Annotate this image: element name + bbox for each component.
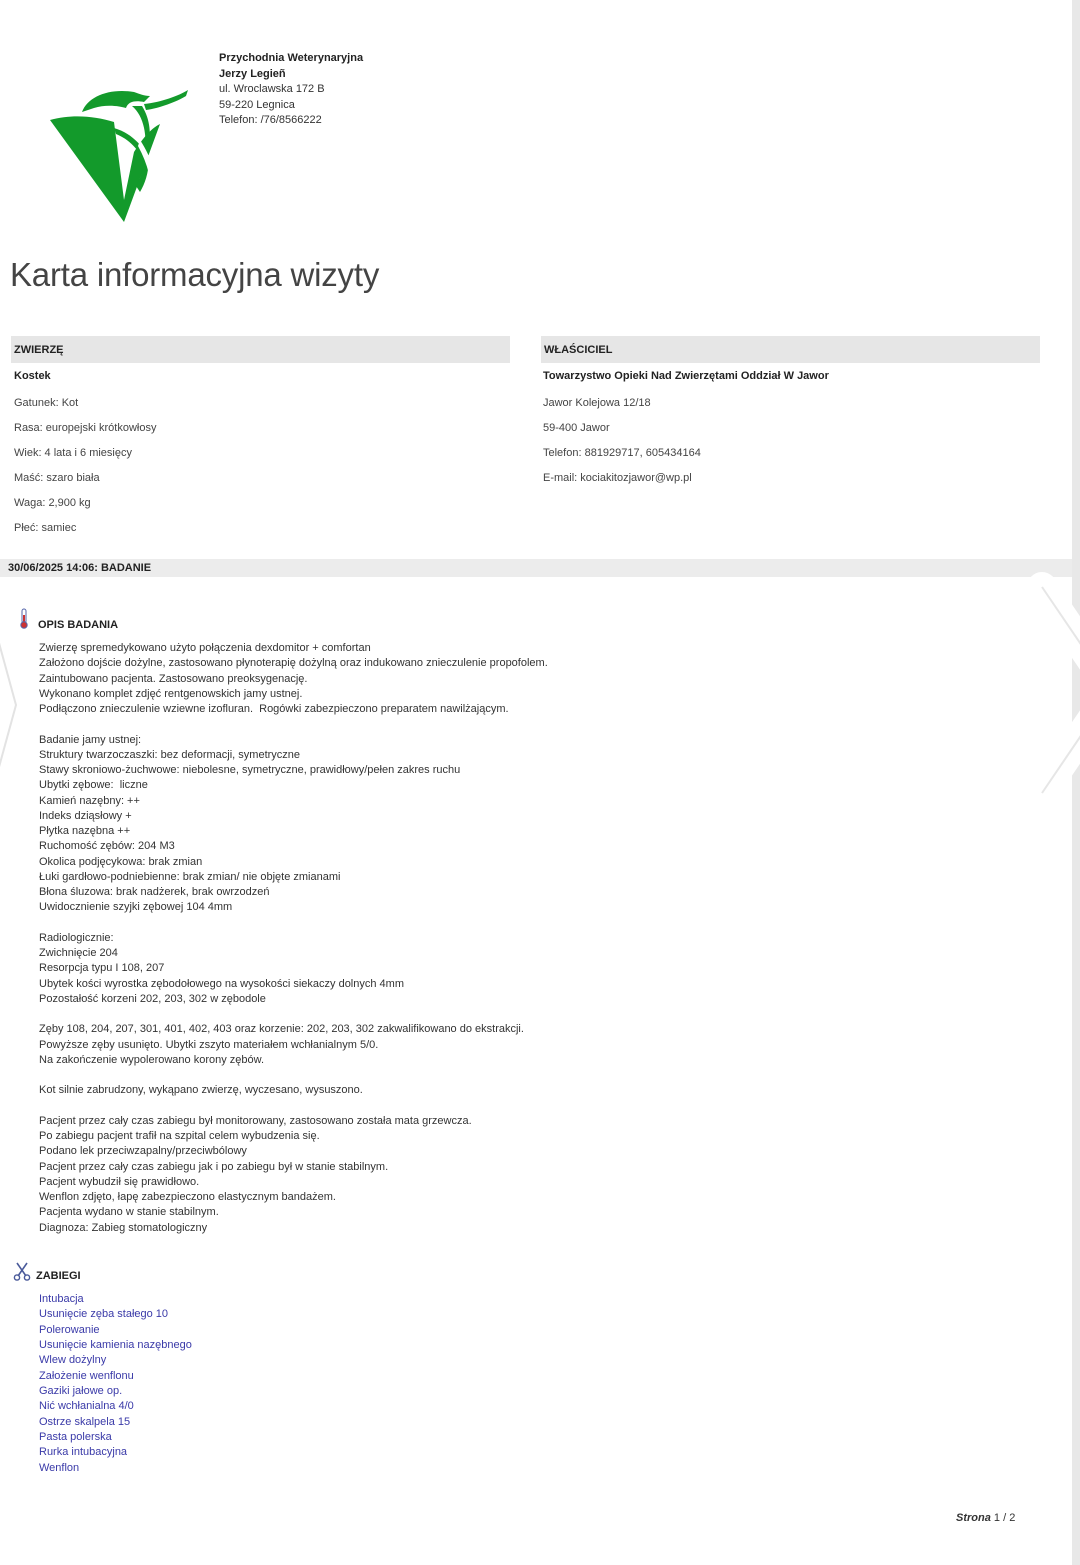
next-page-button[interactable] [1020, 565, 1080, 815]
procedure-item: Gaziki jałowe op. [39, 1385, 123, 1398]
examination-line: Indeks dziąsłowy + [39, 809, 132, 822]
clinic-name: Przychodnia Weterynaryjna [219, 52, 364, 64]
clinic-city: 59-220 Legnica [219, 98, 295, 111]
document-title: Karta informacyjna wizyty [10, 256, 380, 293]
clinic-logo [48, 82, 198, 227]
examination-line: Błona śluzowa: brak nadżerek, brak owrzodzeń [39, 886, 270, 898]
examination-description [39, 641, 548, 1236]
animal-breed: Rasa: europejski krótkowłosy [14, 422, 157, 434]
examination-line: Zęby 108, 204, 207, 301, 401, 402, 403 oraz korzenie: 202, 203, 302 zakwalifikowano do ekstrakcji. [39, 1023, 524, 1036]
procedure-item: Usunięcie zęba stałego 10 [39, 1308, 169, 1321]
procedure-item: Rurka intubacyjna [39, 1446, 128, 1459]
procedure-item: Ostrze skalpela 15 [39, 1415, 131, 1428]
examination-line: Ruchomość zębów: 204 M3 [39, 840, 175, 853]
page-indicator [956, 1512, 1015, 1524]
examination-line [39, 717, 548, 732]
page-total: / 2 [1003, 1512, 1016, 1524]
procedures-title: ZABIEGI [36, 1270, 81, 1282]
examination-line [39, 1007, 548, 1022]
examination-line: Diagnoza: Zabieg stomatologiczny [39, 1221, 208, 1234]
examination-line: Powyższe zęby usunięto. Ubytki zszyto materiałem wchłanialnym 5/0. [39, 1038, 379, 1051]
examination-line [39, 916, 548, 931]
examination-line: Ubytek kości wyrostka zębodołowego na wysokości siekaczy dolnych 4mm [39, 977, 404, 990]
examination-line: Podano lek przeciwzapalny/przeciwbólowy [39, 1145, 247, 1158]
examination-line [39, 1099, 548, 1114]
examination-line: Pozostałość korzeni 202, 203, 302 w zębodole [39, 992, 266, 1005]
examination-line: Kot silnie zabrudzony, wykąpano zwierzę, wyczesano, wysuszono. [39, 1084, 363, 1097]
examination-line: Radiologicznie: [39, 931, 114, 944]
animal-sex: Płeć: samiec [14, 522, 77, 534]
examination-title: OPIS BADANIA [38, 619, 119, 631]
procedure-item: Wlew dożylny [39, 1354, 107, 1367]
examination-line: Pacjent przez cały czas zabiegu był monitorowany, zastosowano została mata grzewcza. [39, 1114, 472, 1127]
examination-line: Założono dojście dożylne, zastosowano płynoterapię dożylną oraz indukowano znieczulenie propofolem. [39, 657, 548, 670]
clinic-info [219, 51, 363, 129]
examination-line: Łuki gardłowo-podniebienne: brak zmian/ nie objęte zmianami [39, 870, 341, 883]
examination-line: Pacjent przez cały czas zabiegu jak i po zabiegu był w stanie stabilnym. [39, 1160, 389, 1173]
examination-line: Zaintubowano pacjenta. Zastosowano preoksygenację. [39, 672, 308, 685]
owner-phone: Telefon: 881929717, 605434164 [543, 447, 701, 459]
examination-line: Resorpcja typu I 108, 207 [39, 962, 165, 975]
page-current: 1 [993, 1512, 1001, 1524]
examination-line: Uwidocznienie szyjki zębowej 104 4mm [39, 901, 233, 914]
examination-line [39, 1068, 548, 1083]
animal-name: Kostek [14, 370, 51, 382]
animal-species: Gatunek: Kot [14, 397, 79, 409]
page-label: Strona [956, 1512, 991, 1524]
examination-line: Po zabiegu pacjent trafił na szpital celem wybudzenia się. [39, 1130, 320, 1142]
animal-weight: Waga: 2,900 kg [14, 497, 91, 509]
examination-line: Płytka nazębna ++ [39, 825, 131, 837]
owner-header: WŁAŚCICIEL [541, 336, 1040, 363]
examination-line: Zwichnięcie 204 [39, 947, 118, 959]
owner-city: 59-400 Jawor [543, 422, 610, 434]
scissors-icon [12, 1261, 32, 1281]
examination-line: Podłączono znieczulenie wziewne izofluran. Rogówki zabezpieczono preparatem nawilżającym. [39, 703, 509, 715]
examination-line: Badanie jamy ustnej: [39, 733, 142, 746]
examination-line: Stawy skroniowo-żuchwowe: niebolesne, symetryczne, prawidłowy/pełen zakres ruchu [39, 764, 461, 776]
clinic-owner: Jerzy Legieñ [219, 67, 286, 80]
clinic-phone: Telefon: /76/8566222 [219, 114, 322, 126]
examination-line: Pacjenta wydano w stanie stabilnym. [39, 1206, 219, 1219]
examination-line: Okolica podjęcykowa: brak zmian [39, 855, 203, 868]
examination-line: Pacjent wybudził się prawidłowo. [39, 1175, 200, 1188]
procedure-item: Wenflon [39, 1461, 80, 1474]
animal-color: Maść: szaro biała [14, 472, 100, 484]
owner-address: Jawor Kolejowa 12/18 [543, 397, 651, 409]
procedure-item: Polerowanie [39, 1323, 100, 1336]
owner-email: E-mail: kociakitozjawor@wp.pl [543, 472, 692, 484]
procedure-item: Usunięcie kamienia nazębnego [39, 1339, 192, 1352]
examination-line: Wenflon zdjęto, łapę zabezpieczono elastycznym bandażem. [39, 1191, 336, 1203]
examination-line: Struktury twarzoczaszki: bez deformacji, symetryczne [39, 748, 301, 761]
examination-line: Wykonano komplet zdjęć rentgenowskich jamy ustnej. [39, 687, 303, 700]
animal-header: ZWIERZĘ [11, 336, 510, 363]
procedure-item: Intubacja [39, 1293, 84, 1305]
examination-line: Zwierzę spremedykowano użyto połączenia dexdomitor + comfortan [39, 642, 371, 654]
examination-line: Ubytki zębowe: liczne [39, 779, 148, 792]
clinic-street: ul. Wroclawska 172 B [219, 83, 325, 95]
procedure-item: Pasta polerska [39, 1431, 112, 1444]
examination-line: Na zakończenie wypolerowano korony zębów. [39, 1053, 265, 1066]
thermometer-icon [18, 608, 30, 630]
visit-header: 30/06/2025 14:06: BADANIE [0, 559, 1072, 577]
examination-line: Kamień nazębny: ++ [39, 794, 140, 807]
procedure-item: Założenie wenflonu [39, 1369, 134, 1382]
procedures-list [39, 1292, 192, 1476]
animal-age: Wiek: 4 lata i 6 miesięcy [14, 447, 132, 459]
procedure-item: Nić wchłanialna 4/0 [39, 1400, 134, 1413]
owner-name: Towarzystwo Opieki Nad Zwierzętami Oddział W Jawor [543, 370, 829, 382]
